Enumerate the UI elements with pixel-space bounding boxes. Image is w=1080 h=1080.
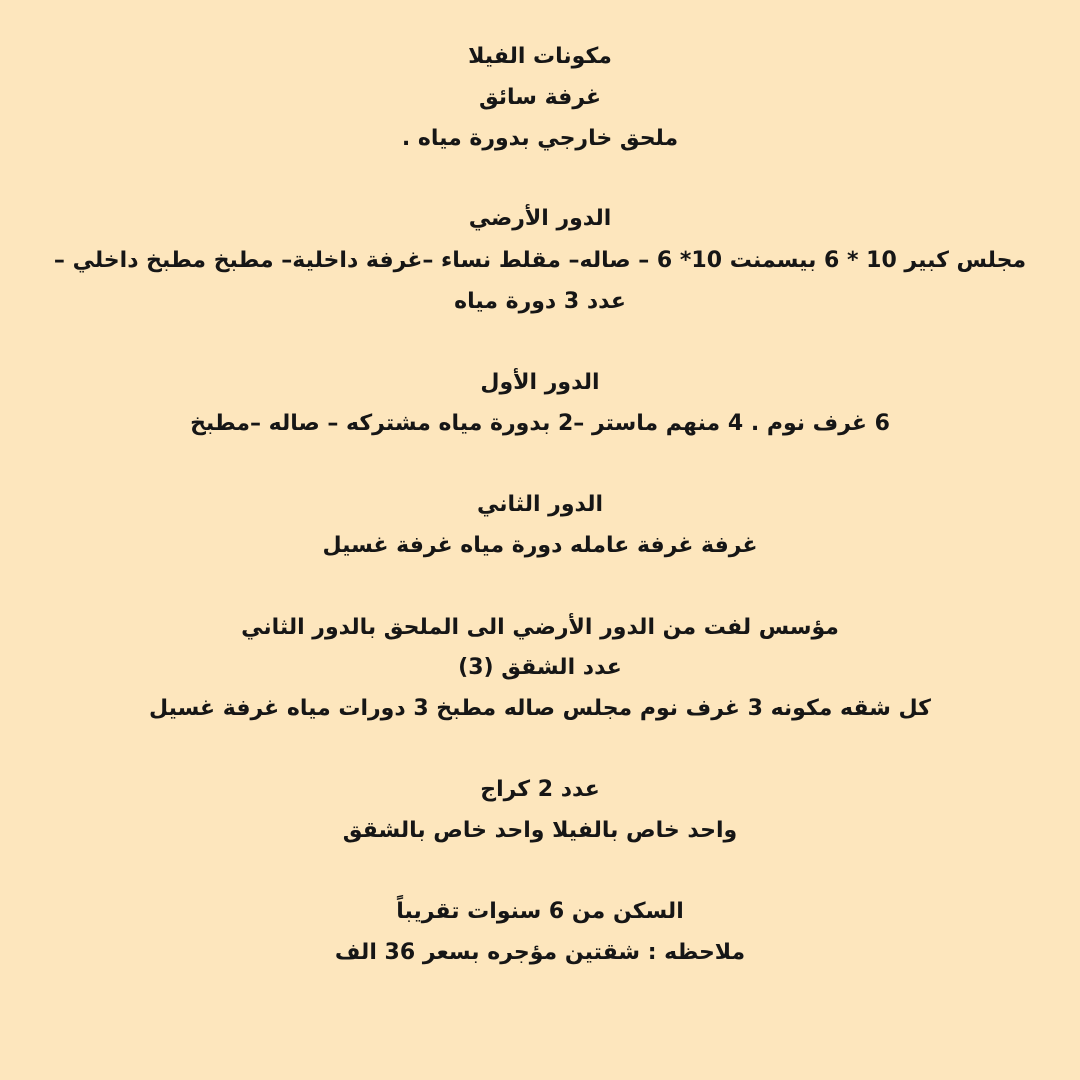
first-floor-rooms-line: 6 غرف نوم . 4 منهم ماستر –2 بدورة مياه مشتركه – صاله –مطبخ [190, 411, 890, 436]
garages-detail-line: واحد خاص بالفيلا واحد خاص بالشقق [342, 818, 738, 843]
driver-room-line: غرفة سائق [478, 85, 602, 110]
ground-floor-heading: الدور الأرضي [468, 206, 612, 231]
residence-duration-line: السكن من 6 سنوات تقريباً [396, 899, 684, 924]
apartments-count-line: عدد الشقق (3) [458, 655, 622, 680]
garages-count-line: عدد 2 كراج [480, 777, 600, 802]
note-line: ملاحظه : شقتين مؤجره بسعر 36 الف [334, 940, 746, 965]
second-floor-heading: الدور الثاني [476, 492, 604, 517]
external-annex-line: ملحق خارجي بدورة مياه . [401, 126, 679, 151]
apartment-layout-line: كل شقه مكونه 3 غرف نوم مجلس صاله مطبخ 3 دورات مياه غرفة غسيل [149, 696, 931, 721]
villa-components-heading: مكونات الفيلا [468, 44, 612, 69]
second-floor-rooms-line: غرفة غرفة عامله دورة مياه غرفة غسيل [322, 533, 758, 558]
first-floor-heading: الدور الأول [480, 370, 600, 395]
ground-floor-rooms-line: مجلس كبير 10 * 6 بيسمنت 10* 6 – صاله– مقلط نساء –غرفة داخلية– مطبخ مطبخ داخلي – [53, 248, 1027, 273]
ground-floor-bathrooms-line: عدد 3 دورة مياه [454, 289, 626, 314]
elevator-line: مؤسس لفت من الدور الأرضي الى الملحق بالدور الثاني [241, 615, 839, 640]
